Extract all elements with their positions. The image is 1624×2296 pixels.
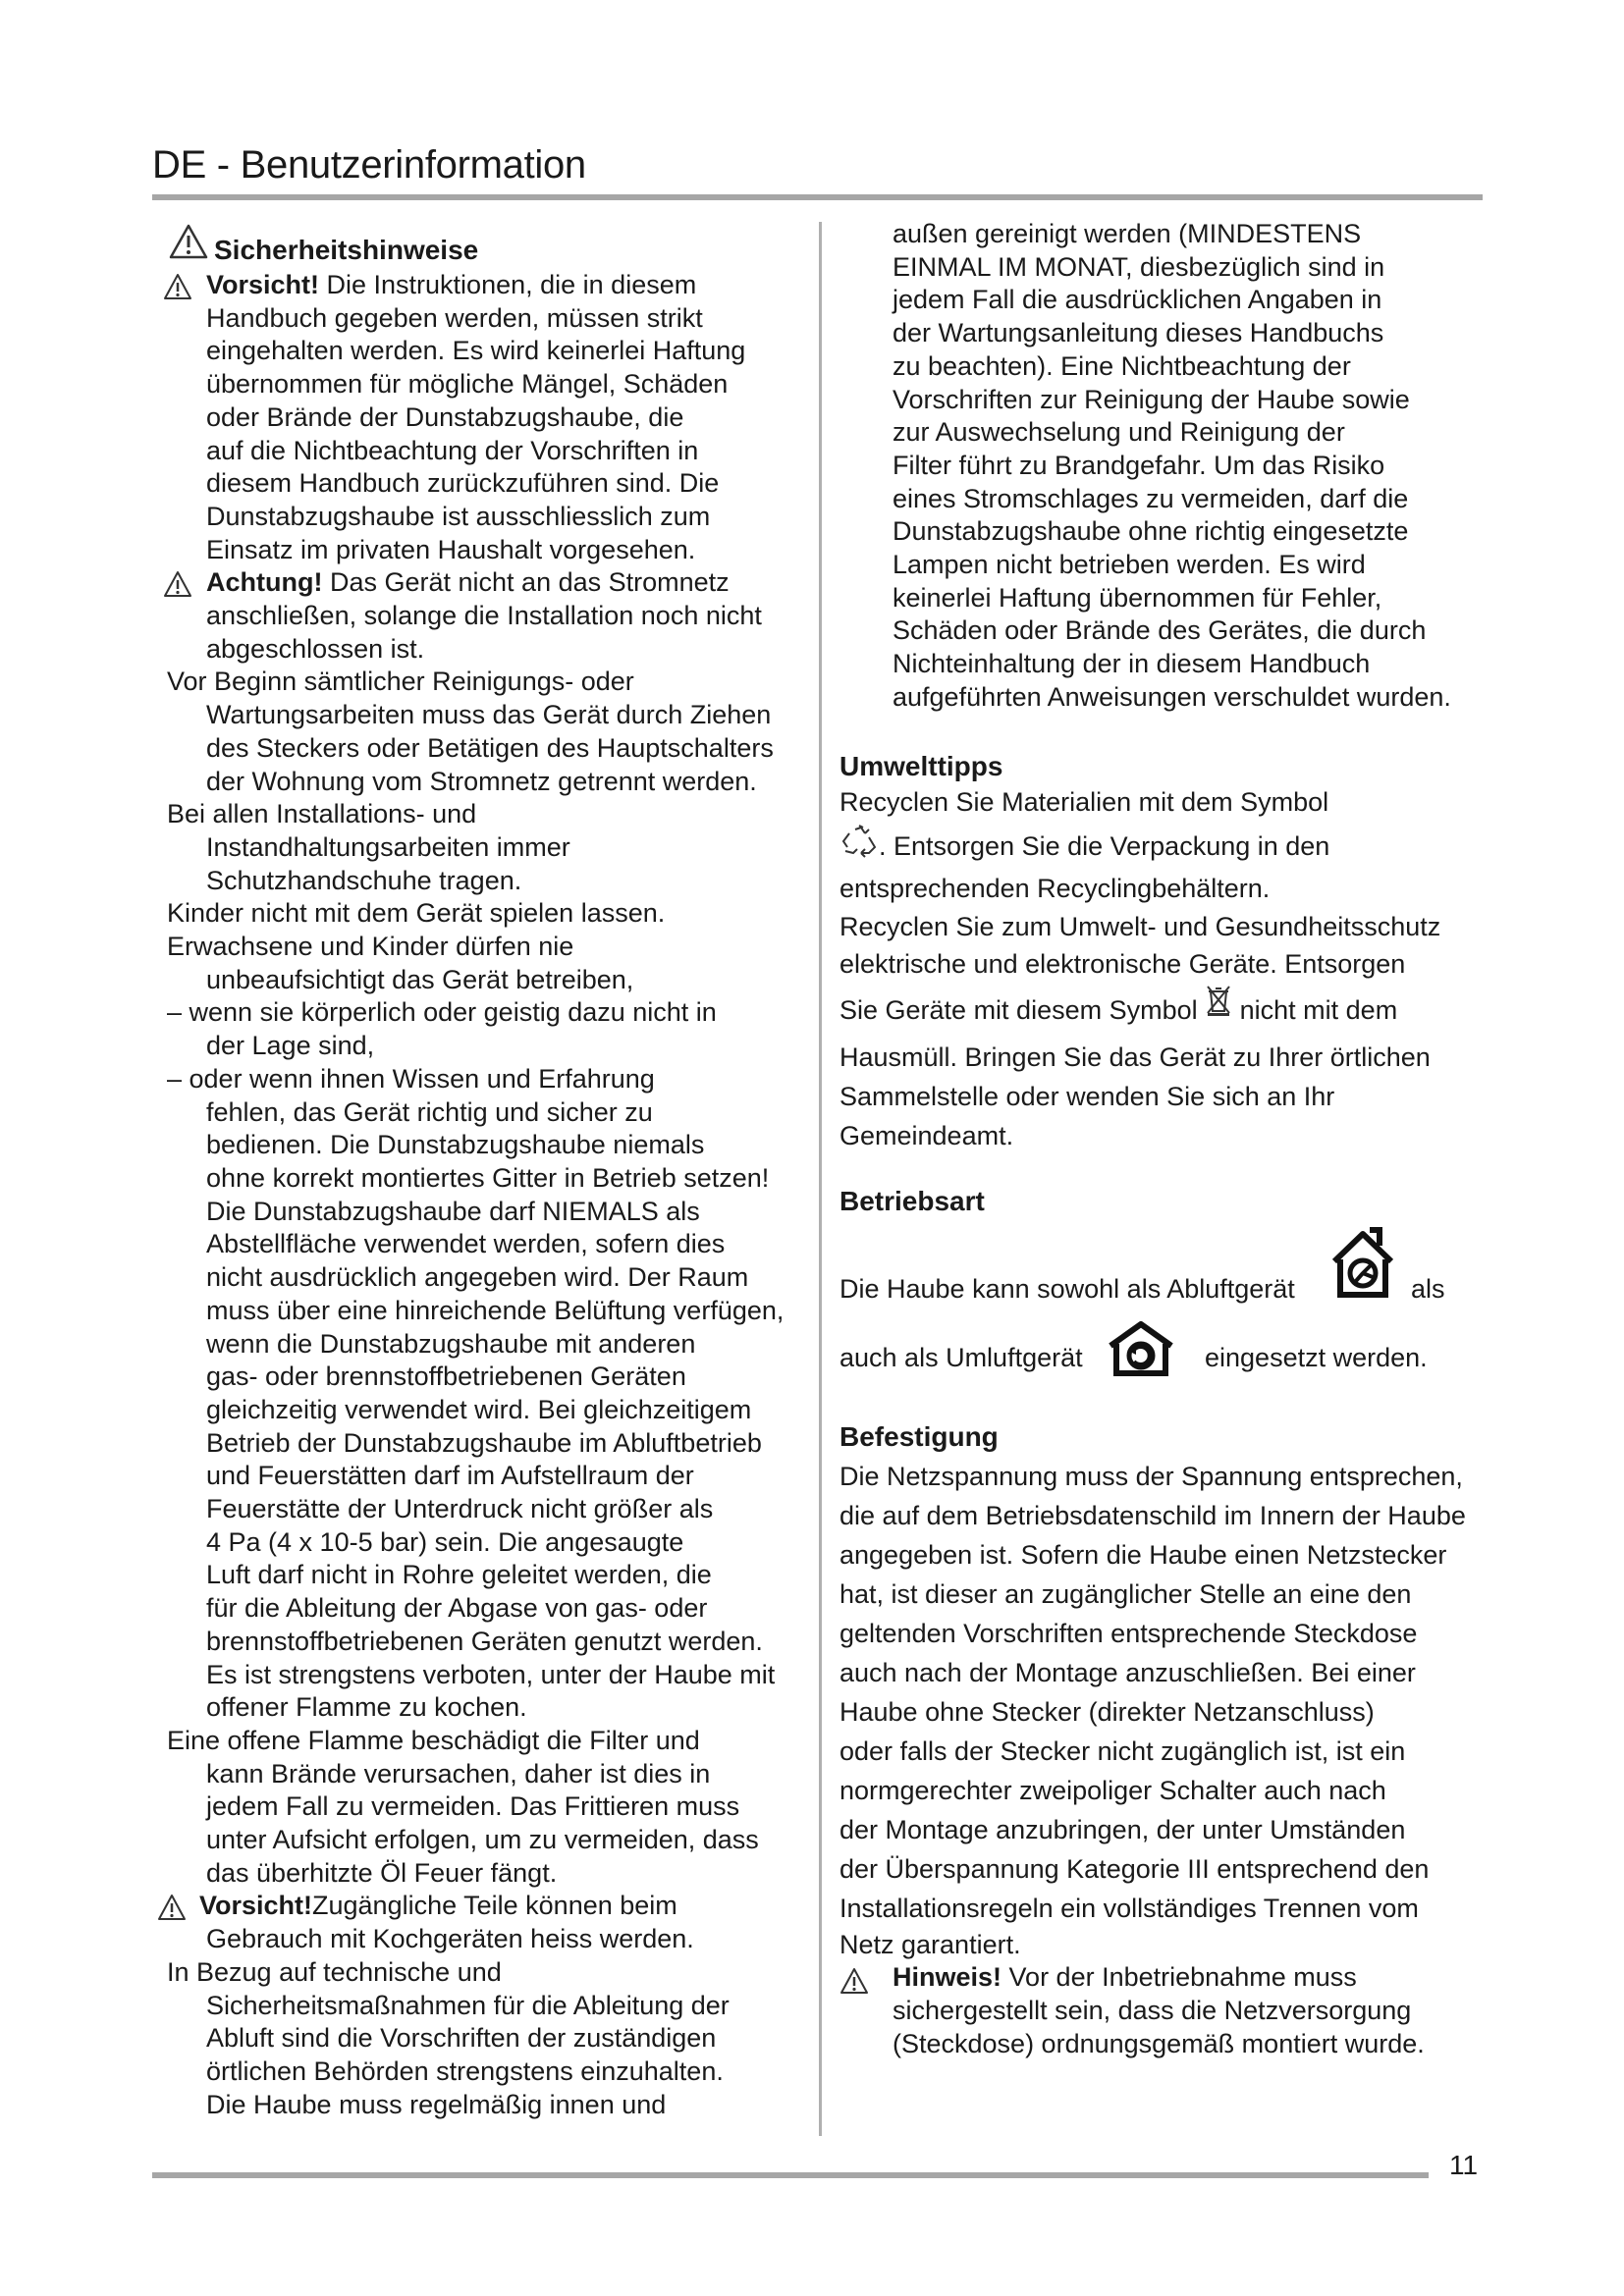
betrieb-line-2 bbox=[839, 1320, 1488, 1385]
text-line: auch als Umluftgerät bbox=[839, 1342, 1083, 1372]
text-line: außen gereinigt werden (MINDESTENS bbox=[893, 219, 1362, 248]
text-line: Erwachsene und Kinder dürfen nie bbox=[167, 932, 574, 962]
paragraph bbox=[167, 996, 815, 1062]
text-line: Einsatz im privaten Haushalt vorgesehen. bbox=[206, 534, 696, 564]
right-column bbox=[839, 218, 1488, 2060]
section-title: Sicherheitshinweise bbox=[214, 235, 479, 265]
header-rule bbox=[152, 194, 1483, 200]
text-line: zu beachten). Eine Nichtbeachtung der bbox=[893, 350, 1351, 381]
text-line: Es ist strengstens verboten, unter der Haube mit bbox=[206, 1659, 776, 1689]
text-line: ohne korrekt montiertes Gitter in Betrieb setzen! bbox=[206, 1162, 770, 1193]
text-line: Zugängliche Teile können beim bbox=[312, 1891, 677, 1921]
text-line: Nichteinhaltung der in diesem Handbuch bbox=[893, 649, 1371, 679]
text-line: abgeschlossen ist. bbox=[206, 633, 425, 664]
text-line: nicht ausdrücklich angegeben wird. Der Raum bbox=[206, 1262, 749, 1293]
text-line: Schäden oder Brände des Gerätes, die durch bbox=[893, 615, 1427, 646]
text-line: unbeaufsichtigt das Gerät betreiben, bbox=[206, 964, 634, 994]
text-line: Dunstabzugshaube ist ausschliesslich zum bbox=[206, 501, 711, 531]
text-line: für die Ableitung der Abgase von gas- oder bbox=[206, 1593, 708, 1624]
footer-rule bbox=[152, 2172, 1429, 2178]
text-line: aufgeführten Anweisungen verschuldet wurden. bbox=[893, 681, 1451, 712]
text-line: elektrische und elektronische Geräte. Entsorgen bbox=[839, 948, 1406, 979]
text-line: unter Aufsicht erfolgen, um zu vermeiden, dass bbox=[206, 1825, 759, 1855]
text-line: und Feuerstätten darf im Aufstellraum der bbox=[206, 1461, 694, 1491]
warning-icon bbox=[163, 570, 192, 598]
paragraph bbox=[167, 666, 815, 798]
text-line: Instandhaltungsarbeiten immer bbox=[206, 831, 570, 862]
text-line: jedem Fall zu vermeiden. Das Frittieren muss bbox=[206, 1791, 740, 1822]
section-title-umwelttipps: Umwelttipps bbox=[839, 750, 1003, 781]
text-line: Die Dunstabzugshaube darf NIEMALS als bbox=[206, 1196, 700, 1226]
text-line: der Lage sind, bbox=[206, 1031, 375, 1061]
warning-block-2 bbox=[167, 566, 815, 666]
text-line: Eine offene Flamme beschädigt die Filter und bbox=[167, 1725, 700, 1755]
text-line: der Wohnung vom Stromnetz getrennt werden. bbox=[206, 766, 757, 796]
paragraph bbox=[167, 931, 815, 996]
text-line: Hausmüll. Bringen Sie das Gerät zu Ihrer örtlichen bbox=[839, 1041, 1431, 1072]
betrieb-line-1 bbox=[839, 1222, 1488, 1320]
text-line: Abluft sind die Vorschriften der zuständigen bbox=[206, 2023, 717, 2054]
text-line: Recyclen Sie Materialien mit dem Symbol bbox=[839, 787, 1329, 818]
text-line: (Steckdose) ordnungsgemäß montiert wurde. bbox=[893, 2028, 1425, 2058]
text-line: übernommen für mögliche Mängel, Schäden bbox=[206, 369, 729, 400]
text-line: bedienen. Die Dunstabzugshaube niemals bbox=[206, 1130, 705, 1160]
text-line: Gemeindeamt. bbox=[839, 1120, 1014, 1150]
paragraph bbox=[167, 1063, 815, 1725]
text-line: auf die Nichtbeachtung der Vorschriften in bbox=[206, 435, 699, 465]
text-line: geltenden Vorschriften entsprechende Steckdose bbox=[839, 1619, 1418, 1649]
text-line: sichergestellt sein, dass die Netzversorgung bbox=[893, 1996, 1412, 2026]
text-line: keinerlei Haftung übernommen für Fehler, bbox=[893, 582, 1382, 613]
text-line: offener Flamme zu kochen. bbox=[206, 1692, 527, 1723]
text-line: wenn die Dunstabzugshaube mit anderen bbox=[206, 1328, 696, 1359]
page-number: 11 bbox=[1449, 2150, 1479, 2180]
text-line: oder falls der Stecker nicht zugänglich ist, ist ein bbox=[839, 1736, 1406, 1767]
extraction-mode-icon bbox=[1326, 1226, 1399, 1299]
text-line: Luft darf nicht in Rohre geleitet werden, die bbox=[206, 1560, 712, 1590]
text-line: brennstoffbetriebenen Geräten genutzt werden. bbox=[206, 1626, 763, 1656]
text-line: anschließen, solange die Installation noch nicht bbox=[206, 601, 762, 631]
text-line: Haube ohne Stecker (direkter Netzanschluss) bbox=[839, 1697, 1375, 1728]
text-line: örtlichen Behörden strengstens einzuhalten. bbox=[206, 2056, 724, 2086]
text-line: Sicherheitsmaßnahmen für die Ableitung der bbox=[206, 1990, 730, 2020]
warning-label: Vorsicht! bbox=[199, 1891, 313, 1921]
text-line: eines Stromschlages zu vermeiden, darf die bbox=[893, 483, 1409, 513]
paragraph bbox=[167, 1956, 815, 2122]
text-line: der Wartungsanleitung dieses Handbuchs bbox=[893, 318, 1384, 348]
warning-icon bbox=[157, 1894, 187, 1921]
text-line: Kinder nicht mit dem Gerät spielen lassen. bbox=[167, 898, 666, 929]
text-line: Abstellfläche verwendet werden, sofern dies bbox=[206, 1229, 726, 1259]
recycle-icon bbox=[839, 824, 879, 859]
text-line: Sie Geräte mit diesem Symbol bbox=[839, 994, 1206, 1025]
text-line: Wartungsarbeiten muss das Gerät durch Ziehen bbox=[206, 700, 772, 730]
text-line: oder Brände der Dunstabzugshaube, die bbox=[206, 401, 684, 432]
text-line: Sammelstelle oder wenden Sie sich an Ihr bbox=[839, 1081, 1335, 1111]
text-line: eingesetzt werden. bbox=[1205, 1342, 1428, 1372]
text-line: Filter führt zu Brandgefahr. Um das Risiko bbox=[893, 450, 1385, 480]
text-line: Vorschriften zur Reinigung der Haube sowie bbox=[893, 384, 1410, 414]
warning-icon bbox=[163, 273, 192, 300]
hinweis-block bbox=[839, 1961, 1488, 2060]
text-line: diesem Handbuch zurückzuführen sind. Die bbox=[206, 468, 720, 499]
text-line: die auf dem Betriebsdatenschild im Innern der Haube bbox=[839, 1501, 1466, 1531]
text-line: kann Brände verursachen, daher ist dies in bbox=[206, 1758, 711, 1789]
text-line: Dunstabzugshaube ohne richtig eingesetzte bbox=[893, 516, 1409, 547]
paragraph bbox=[167, 798, 815, 897]
text-line: In Bezug auf technische und bbox=[167, 1956, 502, 1987]
text-line: . Entsorgen Sie die Verpackung in den bbox=[879, 830, 1330, 861]
text-line: Handbuch gegeben werden, müssen strikt bbox=[206, 302, 703, 333]
text-line: muss über eine hinreichende Belüftung verfügen, bbox=[206, 1295, 785, 1325]
hinweis-label: Hinweis! bbox=[893, 1962, 1002, 1993]
text-line: Vor Beginn sämtlicher Reinigungs- oder bbox=[167, 667, 634, 697]
text-line: Installationsregeln ein vollständiges Trennen vom bbox=[839, 1894, 1419, 1924]
text-line: hat, ist dieser an zugänglicher Stelle an eine den bbox=[839, 1579, 1412, 1610]
text-line: – wenn sie körperlich oder geistig dazu nicht in bbox=[167, 997, 717, 1028]
text-line: zur Auswechselung und Reinigung der bbox=[893, 417, 1345, 448]
text-line: angegeben ist. Sofern die Haube einen Netzstecker bbox=[839, 1540, 1447, 1571]
column-divider bbox=[819, 222, 822, 2136]
text-line: Recyclen Sie zum Umwelt- und Gesundheitsschutz bbox=[839, 911, 1441, 941]
text-line: – oder wenn ihnen Wissen und Erfahrung bbox=[167, 1063, 655, 1094]
text-line: Bei allen Installations- und bbox=[167, 799, 477, 829]
section-title-befestigung: Befestigung bbox=[839, 1420, 999, 1452]
text-line: jedem Fall die ausdrücklichen Angaben in bbox=[893, 285, 1382, 315]
text-line: Feuerstätte der Unterdruck nicht größer als bbox=[206, 1494, 714, 1524]
warning-block-3 bbox=[167, 1890, 815, 1955]
text-line: Netz garantiert. bbox=[839, 1930, 1021, 1960]
text-line: normgerechter zweipoliger Schalter auch nach bbox=[839, 1776, 1386, 1806]
text-line: des Steckers oder Betätigen des Hauptschalters bbox=[206, 732, 774, 763]
text-line: EINMAL IM MONAT, diesbezüglich sind in bbox=[893, 251, 1385, 282]
text-line: der Überspannung Kategorie III entsprechend den bbox=[839, 1854, 1430, 1885]
text-line: als bbox=[1411, 1273, 1445, 1304]
warning-icon bbox=[839, 1967, 869, 1995]
left-column bbox=[167, 234, 815, 2121]
text-line: der Montage anzubringen, der unter Umständen bbox=[839, 1815, 1406, 1845]
warning-block-1 bbox=[167, 269, 815, 566]
paragraph bbox=[839, 1457, 1488, 1961]
section-title-betriebsart: Betriebsart bbox=[839, 1185, 985, 1216]
text-line: Gebrauch mit Kochgeräten heiss werden. bbox=[206, 1924, 694, 1954]
text-line: 4 Pa (4 x 10-5 bar) sein. Die angesaugte bbox=[206, 1526, 684, 1557]
text-line: fehlen, das Gerät richtig und sicher zu bbox=[206, 1096, 653, 1127]
recirculation-mode-icon bbox=[1105, 1320, 1177, 1377]
text-line: Die Haube kann sowohl als Abluftgerät bbox=[839, 1273, 1295, 1304]
warning-label: Achtung! bbox=[206, 567, 323, 598]
text-line: Lampen nicht betrieben werden. Es wird bbox=[893, 550, 1366, 580]
text-line: gleichzeitig verwendet wird. Bei gleichzeitigem bbox=[206, 1394, 752, 1424]
warning-icon bbox=[169, 224, 208, 259]
text-line: Die Netzspannung muss der Spannung entsprechen, bbox=[839, 1462, 1463, 1492]
section-heading-safety bbox=[167, 234, 815, 269]
text-line: entsprechenden Recyclingbehältern. bbox=[839, 873, 1271, 903]
text-line: gas- oder brennstoffbetriebenen Geräten bbox=[206, 1362, 686, 1392]
text-line: Die Haube muss regelmäßig innen und bbox=[206, 2089, 667, 2119]
text-line: nicht mit dem bbox=[1232, 994, 1398, 1025]
paragraph bbox=[167, 1725, 815, 1891]
text-line: Die Instruktionen, die in diesem bbox=[319, 270, 697, 299]
text-line: eingehalten werden. Es wird keinerlei Haftung bbox=[206, 336, 746, 366]
text-line: Schutzhandschuhe tragen. bbox=[206, 865, 522, 895]
weee-bin-icon bbox=[1205, 984, 1232, 1017]
text-line: Vor der Inbetriebnahme muss bbox=[1001, 1962, 1357, 1993]
text-line: auch nach der Montage anzuschließen. Bei einer bbox=[839, 1658, 1416, 1688]
page-title: DE - Benutzerinformation bbox=[152, 143, 586, 187]
paragraph-continued bbox=[839, 218, 1488, 715]
text-line: Das Gerät nicht an das Stromnetz bbox=[322, 567, 730, 598]
warning-label: Vorsicht! bbox=[206, 270, 320, 299]
text-line: Betrieb der Dunstabzugshaube im Abluftbetrieb bbox=[206, 1427, 762, 1458]
text-line: das überhitzte Öl Feuer fängt. bbox=[206, 1857, 558, 1888]
